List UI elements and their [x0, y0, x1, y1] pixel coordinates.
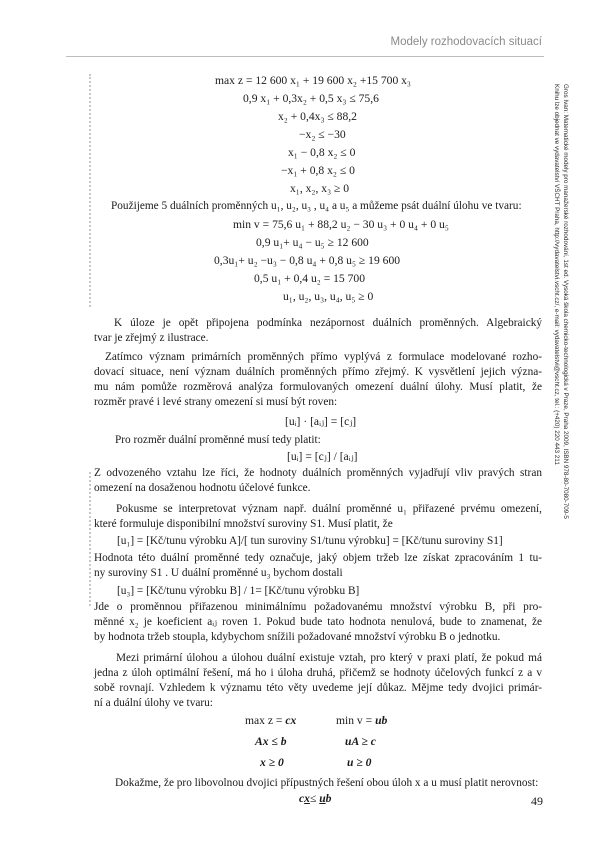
dual-constraint: 0,3u₁+ u₂ −u₃ − 0,8 u₄ + 0,8 u₅ ≥ 19 600	[214, 254, 401, 267]
primal-constraint: −x₂ ≤ −30	[299, 128, 346, 141]
paragraph-dual-dimension: Pro rozměr duální proměnné musí tedy platit:	[115, 434, 321, 446]
page-number: 49	[531, 794, 543, 808]
primal-constraint: −x₁ + 0,8 x₂ ≤ 0	[281, 164, 355, 177]
formula-u3-dimension: [u₃] = [Kč/tunu výrobku B] / 1= [Kč/tunu výrobku B]	[117, 585, 360, 597]
paragraph-interpretation: Pokusme se interpretovat význam např. duální proměnné u₁ přiřazené prvému omezení, které formuluje disponibilní množství suroviny S1. Musí platit, že	[94, 503, 542, 530]
paragraph-interpretation-end: Jde o proměnnou přiřazenou minimálnímu požadovanému množství výrobku B, při pro- měnné x₂ je koeficient aᵢⱼ roven 1. Pokud bude tato hodnota nenulová, bude to znamenat, že by hodnota tržeb stoupla, kdybychom snížili požadované množství výrobku B o jednotku.	[94, 601, 542, 643]
dual-constraint: 0,5 u₁ + 0,4 u₂ = 15 700	[254, 272, 366, 285]
pair-dual-nonnegativity: u ≥ 0	[347, 756, 372, 769]
dual-constraint: 0,9 u₁+ u₄ − u₅ ≥ 12 600	[256, 236, 369, 249]
dual-intro-text: Použijeme 5 duálních proměnných u₁, u₂, u₃ , u₄ a u₅ a můžeme psát duální úlohu ve tvaru:	[111, 200, 522, 212]
pair-dual-constraint: uA ≥ c	[345, 735, 376, 748]
header-rule	[66, 56, 544, 57]
primal-objective: max z = 12 600 x₁ + 19 600 x₂ +15 700 x₃	[215, 74, 411, 87]
dual-nonnegativity: u₁, u₂, u₃, u₄, u₅ ≥ 0	[283, 290, 374, 303]
paragraph-prove: Dokažme, že pro libovolnou dvojici přípustných řešení obou úloh x a u musí platit nerovnost:	[115, 777, 539, 789]
margin-dotted-bar	[89, 472, 91, 606]
paragraph-meaning: Zatímco význam primárních proměnných přímo vyplývá z formulace modelované rozho- dovací situace, není význam duálních proměnných přímo zřejmý. K vysvětlení jejich význa- mu nám pomůže rozměrová analýza formulovaných omezení duální úlohy. Musí platit, že rozměr pravé i levé strany omezení si musí být roven:	[94, 351, 542, 408]
formula-dual-dimension: [uᵢ] = [cⱼ] / [aᵢⱼ]	[287, 450, 358, 463]
primal-constraint: x₁ − 0,8 x₂ ≤ 0	[288, 146, 356, 159]
paragraph-nonnegativity: K úloze je opět připojena podmínka nezápornost duálních proměnných. Algebraický tvar je zřejmý z ilustrace.	[94, 317, 542, 344]
paragraph-interpretation-cont: Hodnota této duální proměnné tedy označuje, jaký objem tržeb lze získat zpracováním 1 tu- ny suroviny S1 . U duální proměnné u₃ bychom dostali	[94, 552, 542, 579]
primal-nonnegativity: x₁, x₂, x₃ ≥ 0	[290, 182, 350, 195]
side-citation-note: Gros Ivan: Matematické modely pro manažerské rozhodování, 1st ed. Vysoká škola chemicko-technologická v Praze, Praha 2009, ISBN 978-80-7080-709-5 Knihu lze objednat ve vydavatelství VŠCHT Praha, http://vydavatelstvi.vscht.cz/, e-mail: vydavatelstvi@vscht.cz, tel.: (+420) 220 443 211	[553, 84, 569, 519]
inequality-cx-ub: cx≤ ub	[299, 792, 332, 805]
paragraph-derived: Z odvozeného vztahu lze říci, že hodnoty duálních proměnných vyjadřují vliv pravých stran omezení na dosaženou hodnotu účelové funkce.	[94, 467, 542, 494]
formula-dimension: [uᵢ] · [aᵢⱼ] = [cⱼ]	[285, 415, 357, 428]
primal-constraint: x₂ + 0,4x₃ ≤ 88,2	[278, 110, 357, 123]
primal-constraint: 0,9 x₁ + 0,3x₂ + 0,5 x₃ ≤ 75,6	[243, 92, 379, 105]
header-title: Modely rozhodovacích situací	[390, 36, 542, 48]
pair-dual-objective: min v = ub	[336, 714, 388, 727]
margin-dotted-bar	[89, 74, 91, 307]
paragraph-duality-relation: Mezi primární úlohou a úlohou duální existuje vztah, pro který v praxi platí, že pokud má jedna z úloh optimální řešení, má ho i úloha druhá, přičemž se hodnoty účelových funkcí z a v sobě rovnají. Vzhledem k významu této věty uvedeme její důkaz. Mějme tedy dvojici primár- ní a duální úlohy ve tvaru:	[94, 652, 542, 709]
pair-primal-nonnegativity: x ≥ 0	[260, 756, 284, 769]
pair-primal-constraint: Ax ≤ b	[255, 735, 287, 748]
dual-objective: min v = 75,6 u₁ + 88,2 u₂ − 30 u₃ + 0 u₄ + 0 u₅	[233, 218, 449, 231]
pair-primal-objective: max z = cx	[245, 714, 297, 727]
formula-u1-dimension: [u₁] = [Kč/tunu výrobku A]/[ tun suroviny S1/tunu výrobku] = [Kč/tunu suroviny S1]	[117, 535, 503, 547]
